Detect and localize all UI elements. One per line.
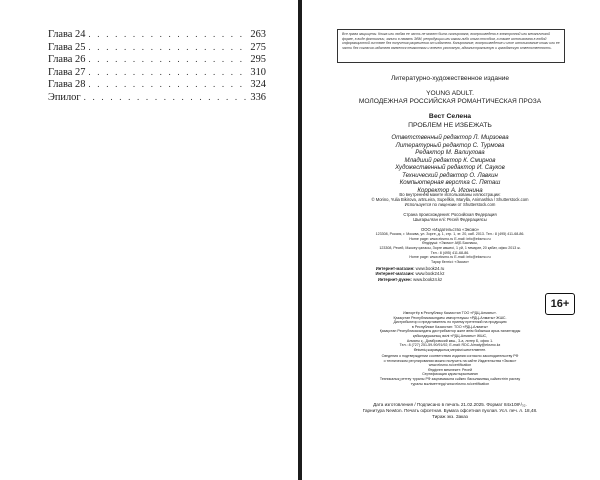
toc-leader-dots [88,67,247,77]
book-title: ПРОБЛЕМ НЕ ИЗБЕЖАТЬ [408,122,492,129]
illus-line: © Morino, Yulia Bikirova, artnLeira, Supellkin, Marylla, Animashka / Shutterstock.com [371,197,529,203]
illus-line: Во внутреннем макете использованы иллюстрации: [399,192,501,197]
toc-entry-label: Глава 25 [48,41,86,53]
dist-line: Қазақстан Республикасындағы дистрибьютор және өнім бойынша арыз-талаптарды [379,329,521,334]
toc-entry-label: Глава 28 [48,79,86,90]
credit-line: Литературный редактор С. Турмова [395,141,505,149]
store-label: Интернет-магазин: [375,271,415,277]
series-block [316,90,584,106]
cert-line: Техникалық реттеу туралы РФ заңнамасына сәйкес басылымның сәйкестігін растау [379,376,521,381]
sign-line: Дата изготовления / Подписано в печать 21.02.2025. Формат 84x108¹/₃₂. [373,402,527,407]
store-line [320,277,500,282]
credit-line: Компьютерная верстка С. Пяташ [399,179,501,187]
sign-line: Тираж экз. Заказ [432,414,468,420]
illus-line: Используется по лицензии от Shutterstock.com [404,202,496,208]
cert-line: www.eksmo.ru/certification [428,363,472,368]
toc-leader-dots [84,92,248,102]
dist-line: Дистрибьютор и представитель по приему претензий на продукцию [393,320,507,325]
toc-leader-dots [88,54,247,64]
store-link[interactable]: www.book24.kz [413,276,443,282]
credit-line: Корректор А. Игонина [417,186,483,194]
store-link[interactable]: www.book24.kz [415,271,445,277]
toc-entry-page: 275 [250,41,266,53]
publisher-line: 123308, Ресей, Мәскеу қаласы, Зорге көшесі, 1 үй, 1 ғимарат, 20 қабат, офис 2013 ж. [379,245,521,250]
publisher-line: Home page: www.eksmo.ru E-mail: info@eksmo.ru [409,236,491,241]
sign-line: Гарнитура Newton. Печать офсетная. Бумага офсетная пухлая. Усл. печ. л. 18,48. [362,408,538,414]
credit-line: Ответственный редактор Л. Мирзоева [391,134,509,141]
online-stores [320,266,500,282]
editorial-credits [316,134,584,194]
cert-line: туралы мәліметтерді www.eksmo.ru/certification [410,381,490,386]
dist-line: Қазақстан Республикасындағы импорттаушы «РДЦ-Алматы» ЖШС. [393,315,507,320]
toc-leader-dots [88,42,247,52]
store-link[interactable]: www.book24.ru [415,266,445,271]
toc-entry-page: 263 [250,29,266,40]
table-of-contents [48,29,266,104]
cert-line: Өндірген мемлекет: Ресей [427,367,473,372]
toc-entry-page: 336 [250,91,266,103]
publisher-name: ООО «Издательство «Эксмо» [421,227,479,232]
toc-leader-dots [88,29,247,39]
dist-line: Тел.: 8 (727) 251-59-90/91/92; E-mail: RDC-Almaty@eksmo.kz [399,343,501,348]
cert-line: Сертификация қарастырылмаған [422,372,478,377]
credit-line: Технический редактор О. Лавкин [402,171,498,179]
toc-entry[interactable] [48,42,266,55]
credit-line: Художественный редактор И. Сауков [395,164,505,172]
publisher-line: Өндіруші: «Эксмо» АҚБ Баспасы, [422,241,478,246]
illustration-credits [316,192,584,208]
dist-line: қабылдаушының өкілі «РДЦ-Алматы» ЖШС, [412,333,488,338]
origin-line: Страна происхождения: Российская Федерация [403,212,497,217]
toc-entry[interactable] [48,67,266,80]
publisher-line: Home page: www.eksmo.ru E-mail: info@eksmo.ru [409,255,491,260]
publisher-line: Тел.: 8 (495) 411-68-86. [430,250,470,255]
copyright-notice: Все права защищены. Книга или любая ее часть не может быть скопирована, воспроизведена в электронной или механической форме, в виде фотокопии, записи в память ЭВМ, репродукции или каким-либо иным способом, а также использована в любой информационной системе без получения разрешения от издателя. Копирование, воспроизведение и иное использование книги или ее части без согласия издателя является незаконным и влечет уголовную, административную и гражданскую ответственность. [337,29,565,63]
toc-entry-label: Эпилог [48,91,81,103]
age-rating-badge: 16+ [545,293,575,315]
toc-entry[interactable] [48,29,266,42]
dist-line: Өнімнің жарамдылық мерзімі шектелмеген. [413,347,487,352]
print-signature [316,402,584,421]
left-page [0,0,298,480]
toc-entry-page: 310 [250,66,266,78]
toc-entry-page: 324 [250,79,266,90]
series-line-1: YOUNG ADULT. [426,90,474,97]
distribution-info [316,311,584,352]
store-label: Интернет-дүкен: [377,276,412,282]
credit-line: Младший редактор К. Смирнов [404,156,496,164]
toc-leader-dots [88,79,247,89]
publisher-line: 123308, Россия, г. Москва, ул. Зорге, д. 1, стр. 1, эт. 20, каб. 2013. Тел.: 8 (495) 411-68-86. [375,232,525,237]
country-of-origin [316,212,584,222]
toc-entry-label: Глава 27 [48,66,86,78]
dist-line: Импортёр в Республику Казахстан ТОО «РДЦ-Алматы». [403,311,497,315]
toc-entry[interactable] [48,92,266,105]
origin-line: Шығарылған елі: Ресей Федерациясы [413,217,487,223]
cert-line: Сведения о подтверждении соответствия издания согласно законодательству РФ [381,354,519,358]
toc-entry[interactable] [48,54,266,67]
store-label: Интернет-магазин: [375,266,415,271]
cert-line: о техническом регулировании можно получить на сайте Издательства «Эксмо» [383,358,517,363]
genre-line: Литературно-художественное издание [390,75,510,82]
dist-line: в Республике Казахстан: ТОО «РДЦ-Алматы» [411,324,489,329]
toc-entry-label: Глава 24 [48,29,86,40]
dist-line: Алматы қ., Домбровский көш., 3-а, литер Б, офис 1. [406,338,494,343]
certification-info [316,354,584,386]
author-name: Вест Селена [428,113,472,120]
publisher-info [316,227,584,264]
credit-line: Редактор М. Валиулова [415,149,485,157]
publisher-line: Тауар белгісі: «Эксмо» [431,259,469,264]
series-line-2: МОЛОДЕЖНАЯ РОССИЙСКАЯ РОМАНТИЧЕСКАЯ ПРОЗА [358,98,542,105]
toc-entry-page: 295 [250,54,266,65]
toc-entry-label: Глава 26 [48,54,86,65]
toc-entry[interactable] [48,79,266,92]
